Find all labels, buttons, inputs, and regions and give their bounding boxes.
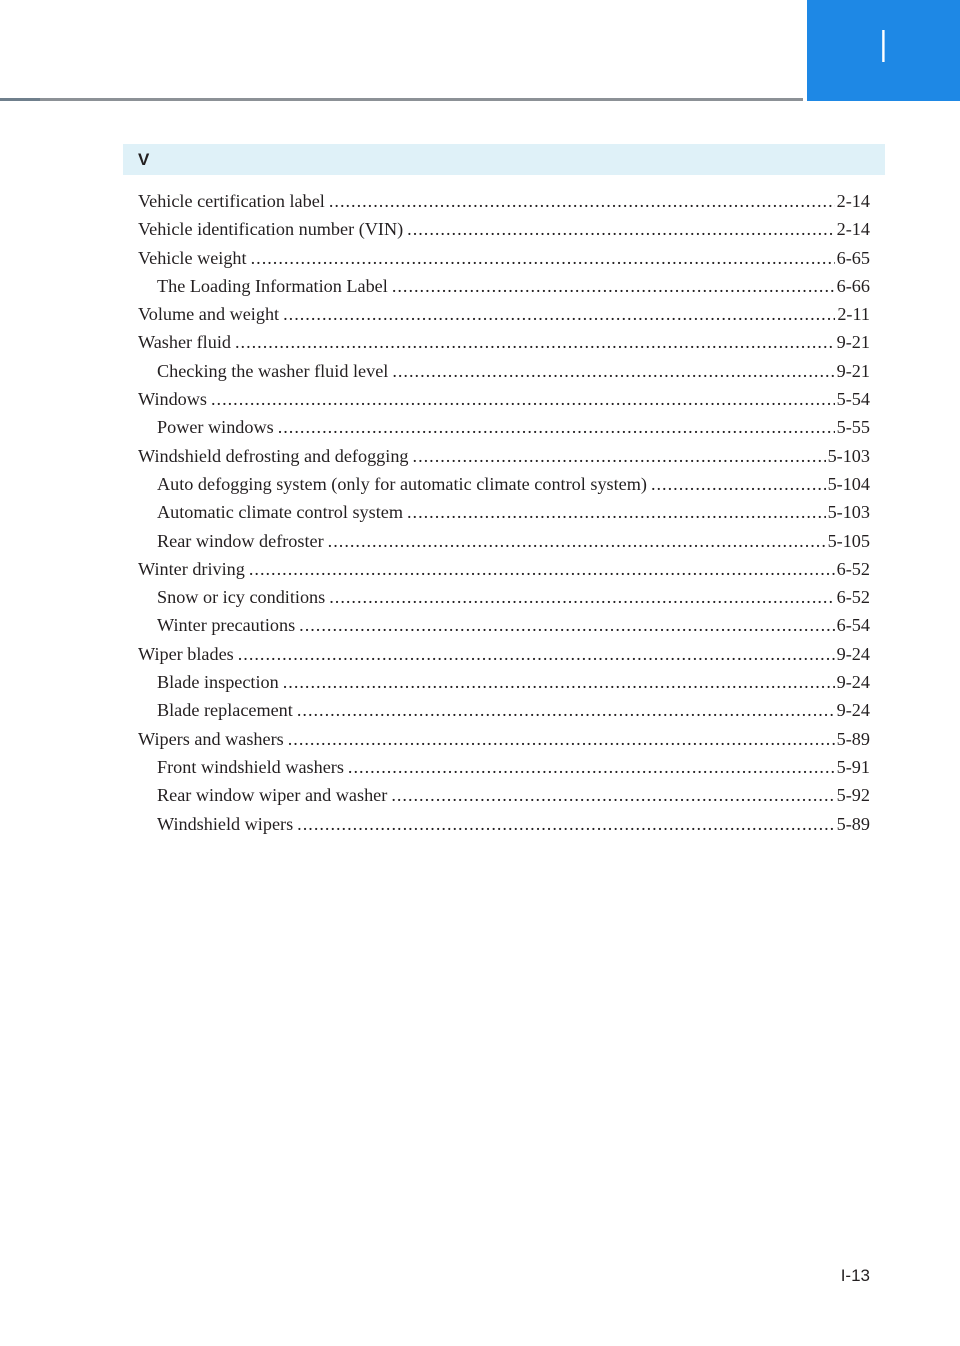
dot-leader <box>238 640 835 668</box>
dot-leader <box>392 357 834 385</box>
chapter-tab <box>807 0 960 101</box>
dot-leader <box>413 442 826 470</box>
entry-label: Blade inspection <box>157 672 279 693</box>
index-subentry <box>138 357 870 385</box>
entry-label: Windshield wipers <box>157 813 294 834</box>
dot-leader <box>407 215 835 243</box>
dot-leader <box>392 272 835 300</box>
index-entry <box>138 215 870 243</box>
entry-label: Vehicle weight <box>138 247 247 268</box>
dot-leader <box>278 413 835 441</box>
entry-label: Rear window defroster <box>157 530 324 551</box>
dot-leader <box>288 725 835 753</box>
entry-page-ref: 9-24 <box>836 643 870 664</box>
index-subentry <box>138 810 870 838</box>
index-subentry <box>138 413 870 441</box>
dot-leader <box>407 498 826 526</box>
dot-leader <box>283 300 835 328</box>
entry-label: Volume and weight <box>138 304 280 325</box>
entry-page-ref: 9-21 <box>836 332 870 353</box>
dot-leader <box>329 583 834 611</box>
index-entry <box>138 640 870 668</box>
dot-leader <box>391 781 834 809</box>
entry-label: Auto defogging system (only for automatic climate control system) <box>157 473 647 494</box>
dot-leader <box>251 244 835 272</box>
dot-leader <box>249 555 835 583</box>
index-subentry <box>138 272 870 300</box>
entry-label: Windows <box>138 389 207 410</box>
entry-label: Windshield defrosting and defogging <box>138 445 409 466</box>
header-rule <box>0 98 803 101</box>
entry-page-ref: 6-54 <box>836 615 870 636</box>
entry-label: The Loading Information Label <box>157 275 388 296</box>
entry-page-ref: 6-52 <box>836 587 870 608</box>
dot-leader <box>299 611 835 639</box>
index-subentry <box>138 781 870 809</box>
index-subentry <box>138 470 870 498</box>
dot-leader <box>235 328 835 356</box>
entry-page-ref: 2-11 <box>837 304 870 325</box>
index-subentry <box>138 527 870 555</box>
index-subentry <box>138 753 870 781</box>
entry-label: Rear window wiper and washer <box>157 785 388 806</box>
entry-label: Vehicle identification number (VIN) <box>138 219 404 240</box>
dot-leader <box>283 668 835 696</box>
index-entry <box>138 385 870 413</box>
index-entry <box>138 328 870 356</box>
index-entry <box>138 442 870 470</box>
dot-leader <box>329 187 835 215</box>
entry-label: Wipers and washers <box>138 728 284 749</box>
entry-page-ref: 9-24 <box>836 700 870 721</box>
section-letter: V <box>138 150 150 169</box>
entry-page-ref: 9-21 <box>836 360 870 381</box>
dot-leader <box>328 527 826 555</box>
dot-leader <box>211 385 835 413</box>
index-entry <box>138 725 870 753</box>
entry-label: Blade replacement <box>157 700 293 721</box>
entry-label: Wiper blades <box>138 643 234 664</box>
section-header <box>123 144 885 175</box>
entry-page-ref: 5-103 <box>827 445 870 466</box>
entry-page-ref: 5-89 <box>836 813 870 834</box>
entry-label: Vehicle certification label <box>138 191 325 211</box>
header-rule-accent <box>0 98 40 101</box>
index-subentry <box>138 668 870 696</box>
entry-page-ref: 5-104 <box>827 473 870 494</box>
entry-label: Winter precautions <box>157 615 296 636</box>
entry-page-ref: 9-24 <box>836 672 870 693</box>
index-subentry <box>138 583 870 611</box>
page-number: I-13 <box>840 1266 870 1285</box>
entry-page-ref: 5-54 <box>836 389 870 410</box>
entry-label: Automatic climate control system <box>157 502 403 523</box>
index-entry <box>138 187 870 215</box>
index-subentry <box>138 498 870 526</box>
entry-page-ref: 2-14 <box>836 191 870 211</box>
entry-label: Checking the washer fluid level <box>157 360 389 381</box>
entry-page-ref: 5-89 <box>836 728 870 749</box>
entry-label: Front windshield washers <box>157 756 344 777</box>
entry-page-ref: 6-52 <box>836 558 870 579</box>
dot-leader <box>651 470 826 498</box>
entry-label: Snow or icy conditions <box>157 587 326 608</box>
index-entry <box>138 244 870 272</box>
entry-page-ref: 6-65 <box>836 247 870 268</box>
index-subentry <box>138 696 870 724</box>
index-entry <box>138 300 870 328</box>
entry-label: Washer fluid <box>138 332 231 353</box>
entry-page-ref: 5-103 <box>827 502 870 523</box>
index-entry <box>138 555 870 583</box>
dot-leader <box>297 696 835 724</box>
entry-page-ref: 6-66 <box>836 275 870 296</box>
index-subentry <box>138 611 870 639</box>
entry-page-ref: 2-14 <box>836 219 870 240</box>
entry-page-ref: 5-91 <box>836 756 870 777</box>
dot-leader <box>348 753 835 781</box>
entry-label: Power windows <box>157 417 274 438</box>
chapter-tab-label: I <box>879 19 888 72</box>
index-list <box>138 187 870 838</box>
entry-page-ref: 5-92 <box>836 785 870 806</box>
entry-page-ref: 5-55 <box>836 417 870 438</box>
dot-leader <box>297 810 834 838</box>
entry-page-ref: 5-105 <box>827 530 870 551</box>
entry-label: Winter driving <box>138 558 245 579</box>
